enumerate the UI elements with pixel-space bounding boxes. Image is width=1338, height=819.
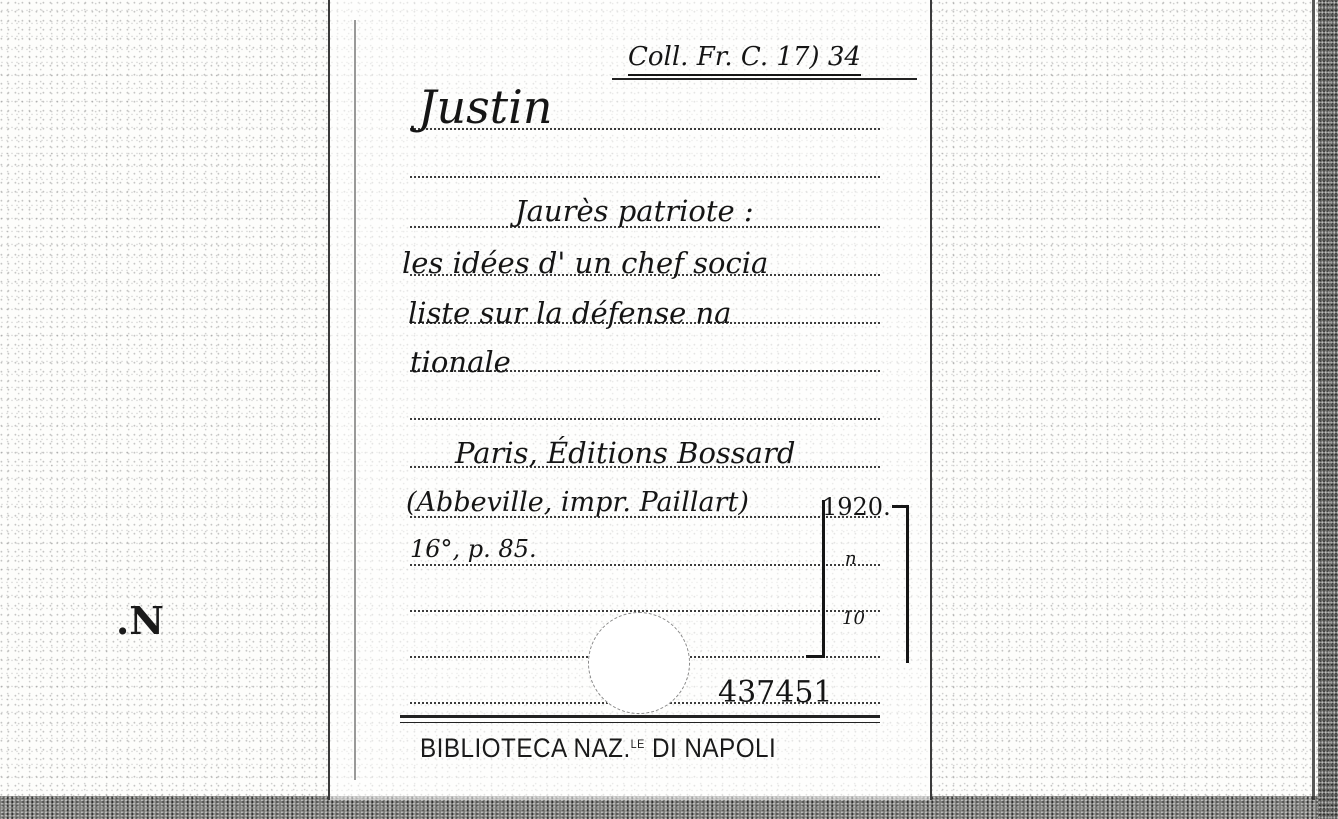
title-line-1: Jaurès patriote : — [515, 194, 754, 228]
library-name-part2: DI NAPOLI — [644, 733, 777, 763]
card-inner-border — [354, 20, 356, 780]
margin-mark: n — [845, 548, 857, 569]
physical-extent: 16°, p. 85. — [410, 535, 537, 563]
ruled-line — [410, 418, 880, 420]
call-number: Coll. Fr. C. 17) 34 — [628, 42, 861, 76]
title-line-2: les idées d' un chef socia — [402, 246, 769, 280]
footer-rule — [400, 722, 880, 723]
title-line-3: liste sur la défense na — [408, 296, 732, 330]
ruled-line — [410, 176, 880, 178]
handwritten-bracket — [806, 500, 825, 658]
library-name — [420, 733, 776, 764]
handwritten-bracket — [892, 505, 909, 663]
punch-hole — [588, 612, 690, 714]
publication-year: 1920. — [822, 493, 891, 521]
scan-edge-line — [1312, 0, 1315, 800]
library-name-part1: BIBLIOTECA NAZ. — [420, 733, 631, 763]
library-name-superscript: LE — [630, 737, 645, 751]
imprint-line: Paris, Éditions Bossard — [455, 436, 796, 470]
footer-rule — [400, 715, 880, 718]
ruled-line — [612, 78, 917, 80]
printer-line: (Abbeville, impr. Paillart) — [406, 487, 749, 518]
marginal-letter: .N — [116, 598, 164, 643]
scan-edge-right — [1318, 0, 1338, 819]
margin-mark: 10 — [842, 608, 865, 629]
author-name: Justin — [418, 80, 553, 134]
title-line-4: tionale — [410, 345, 511, 379]
accession-number: 437451 — [718, 675, 833, 710]
